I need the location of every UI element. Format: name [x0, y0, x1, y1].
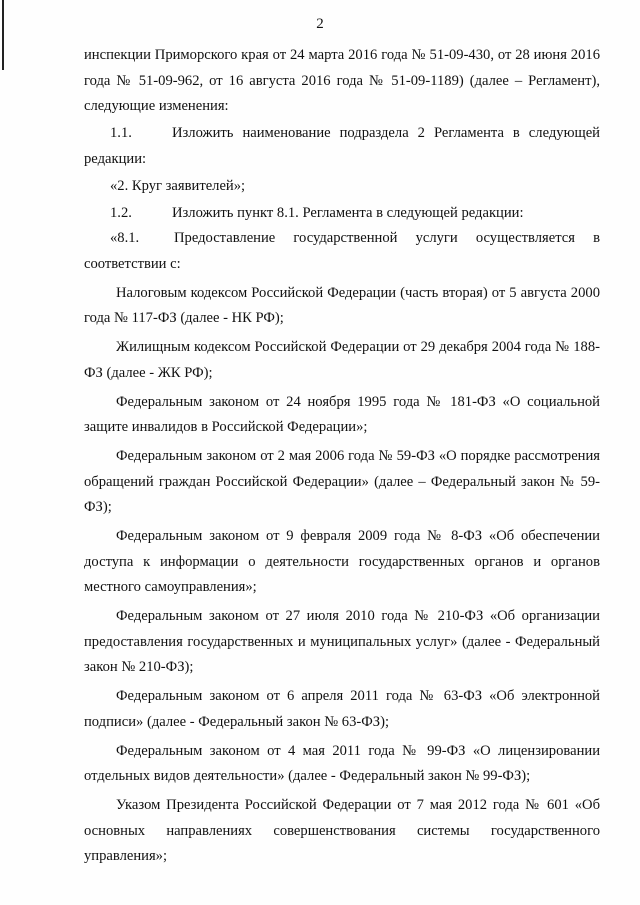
scan-edge-mark: [2, 0, 4, 70]
clause-8-1-number: «8.1.: [110, 230, 140, 246]
item-1-2: [84, 201, 600, 227]
law-list-item: Федеральным законом от 27 июля 2010 года № 210-ФЗ «Об организации предоставления государственных и муниципальных услуг» (далее - Федеральный закон № 210-ФЗ);: [84, 608, 600, 675]
law-list-item: Федеральным законом от 9 февраля 2009 года № 8-ФЗ «Об обеспечении доступа к информации о деятельности государственных органов и органов местного самоуправления»;: [84, 528, 600, 595]
law-list-item: Налоговым кодексом Российской Федерации (часть вторая) от 5 августа 2000 года № 117-ФЗ (далее - НК РФ);: [84, 284, 600, 326]
law-list-item: Федеральным законом от 2 мая 2006 года № 59-ФЗ «О порядке рассмотрения обращений граждан Российской Федерации» (далее – Федеральный закон № 59-ФЗ);: [84, 448, 600, 515]
law-list-item: Федеральным законом от 4 мая 2011 года № 99-ФЗ «О лицензировании отдельных видов деятельности» (далее - Федеральный закон № 99-ФЗ);: [84, 742, 600, 784]
law-list-item: Федеральным законом от 6 апреля 2011 года № 63-ФЗ «Об электронной подписи» (далее - Федеральный закон № 63-ФЗ);: [84, 688, 600, 730]
document-body: [84, 43, 600, 871]
clause-8-1-text: Предоставление государственной услуги осуществляется в: [174, 230, 600, 246]
item-1-1-continuation: редакции:: [84, 150, 147, 167]
law-list-item: Федеральным законом от 24 ноября 1995 года № 181-ФЗ «О социальной защите инвалидов в Российской Федерации»;: [84, 393, 600, 435]
item-1-1: [84, 121, 600, 147]
law-list-item: Указом Президента Российской Федерации от 7 мая 2012 года № 601 «Об основных направлениях совершенствования системы государственного управления»;: [84, 797, 600, 864]
quoted-subsection-title: «2. Круг заявителей»;: [110, 177, 246, 194]
law-list-item: Жилищным кодексом Российской Федерации от 29 декабря 2004 года № 188-ФЗ (далее - ЖК РФ);: [84, 339, 600, 381]
item-1-2-number: 1.2.: [110, 204, 132, 221]
clause-8-1-continuation: соответствии с:: [84, 255, 181, 272]
page-number: 2: [316, 16, 324, 32]
clause-8-1: [84, 226, 600, 252]
item-1-1-number: 1.1.: [110, 125, 132, 141]
item-1-2-text: Изложить пункт 8.1. Регламента в следующей редакции:: [172, 204, 524, 221]
paragraph-intro: инспекции Приморского края от 24 марта 2016 года № 51-09-430, от 28 июня 2016 года № 51-09-962, от 16 августа 2016 года № 51-09-1189) (далее – Регламент), следующие изменения:: [84, 47, 600, 114]
item-1-1-text: Изложить наименование подраздела 2 Регламента в следующей: [172, 125, 600, 141]
